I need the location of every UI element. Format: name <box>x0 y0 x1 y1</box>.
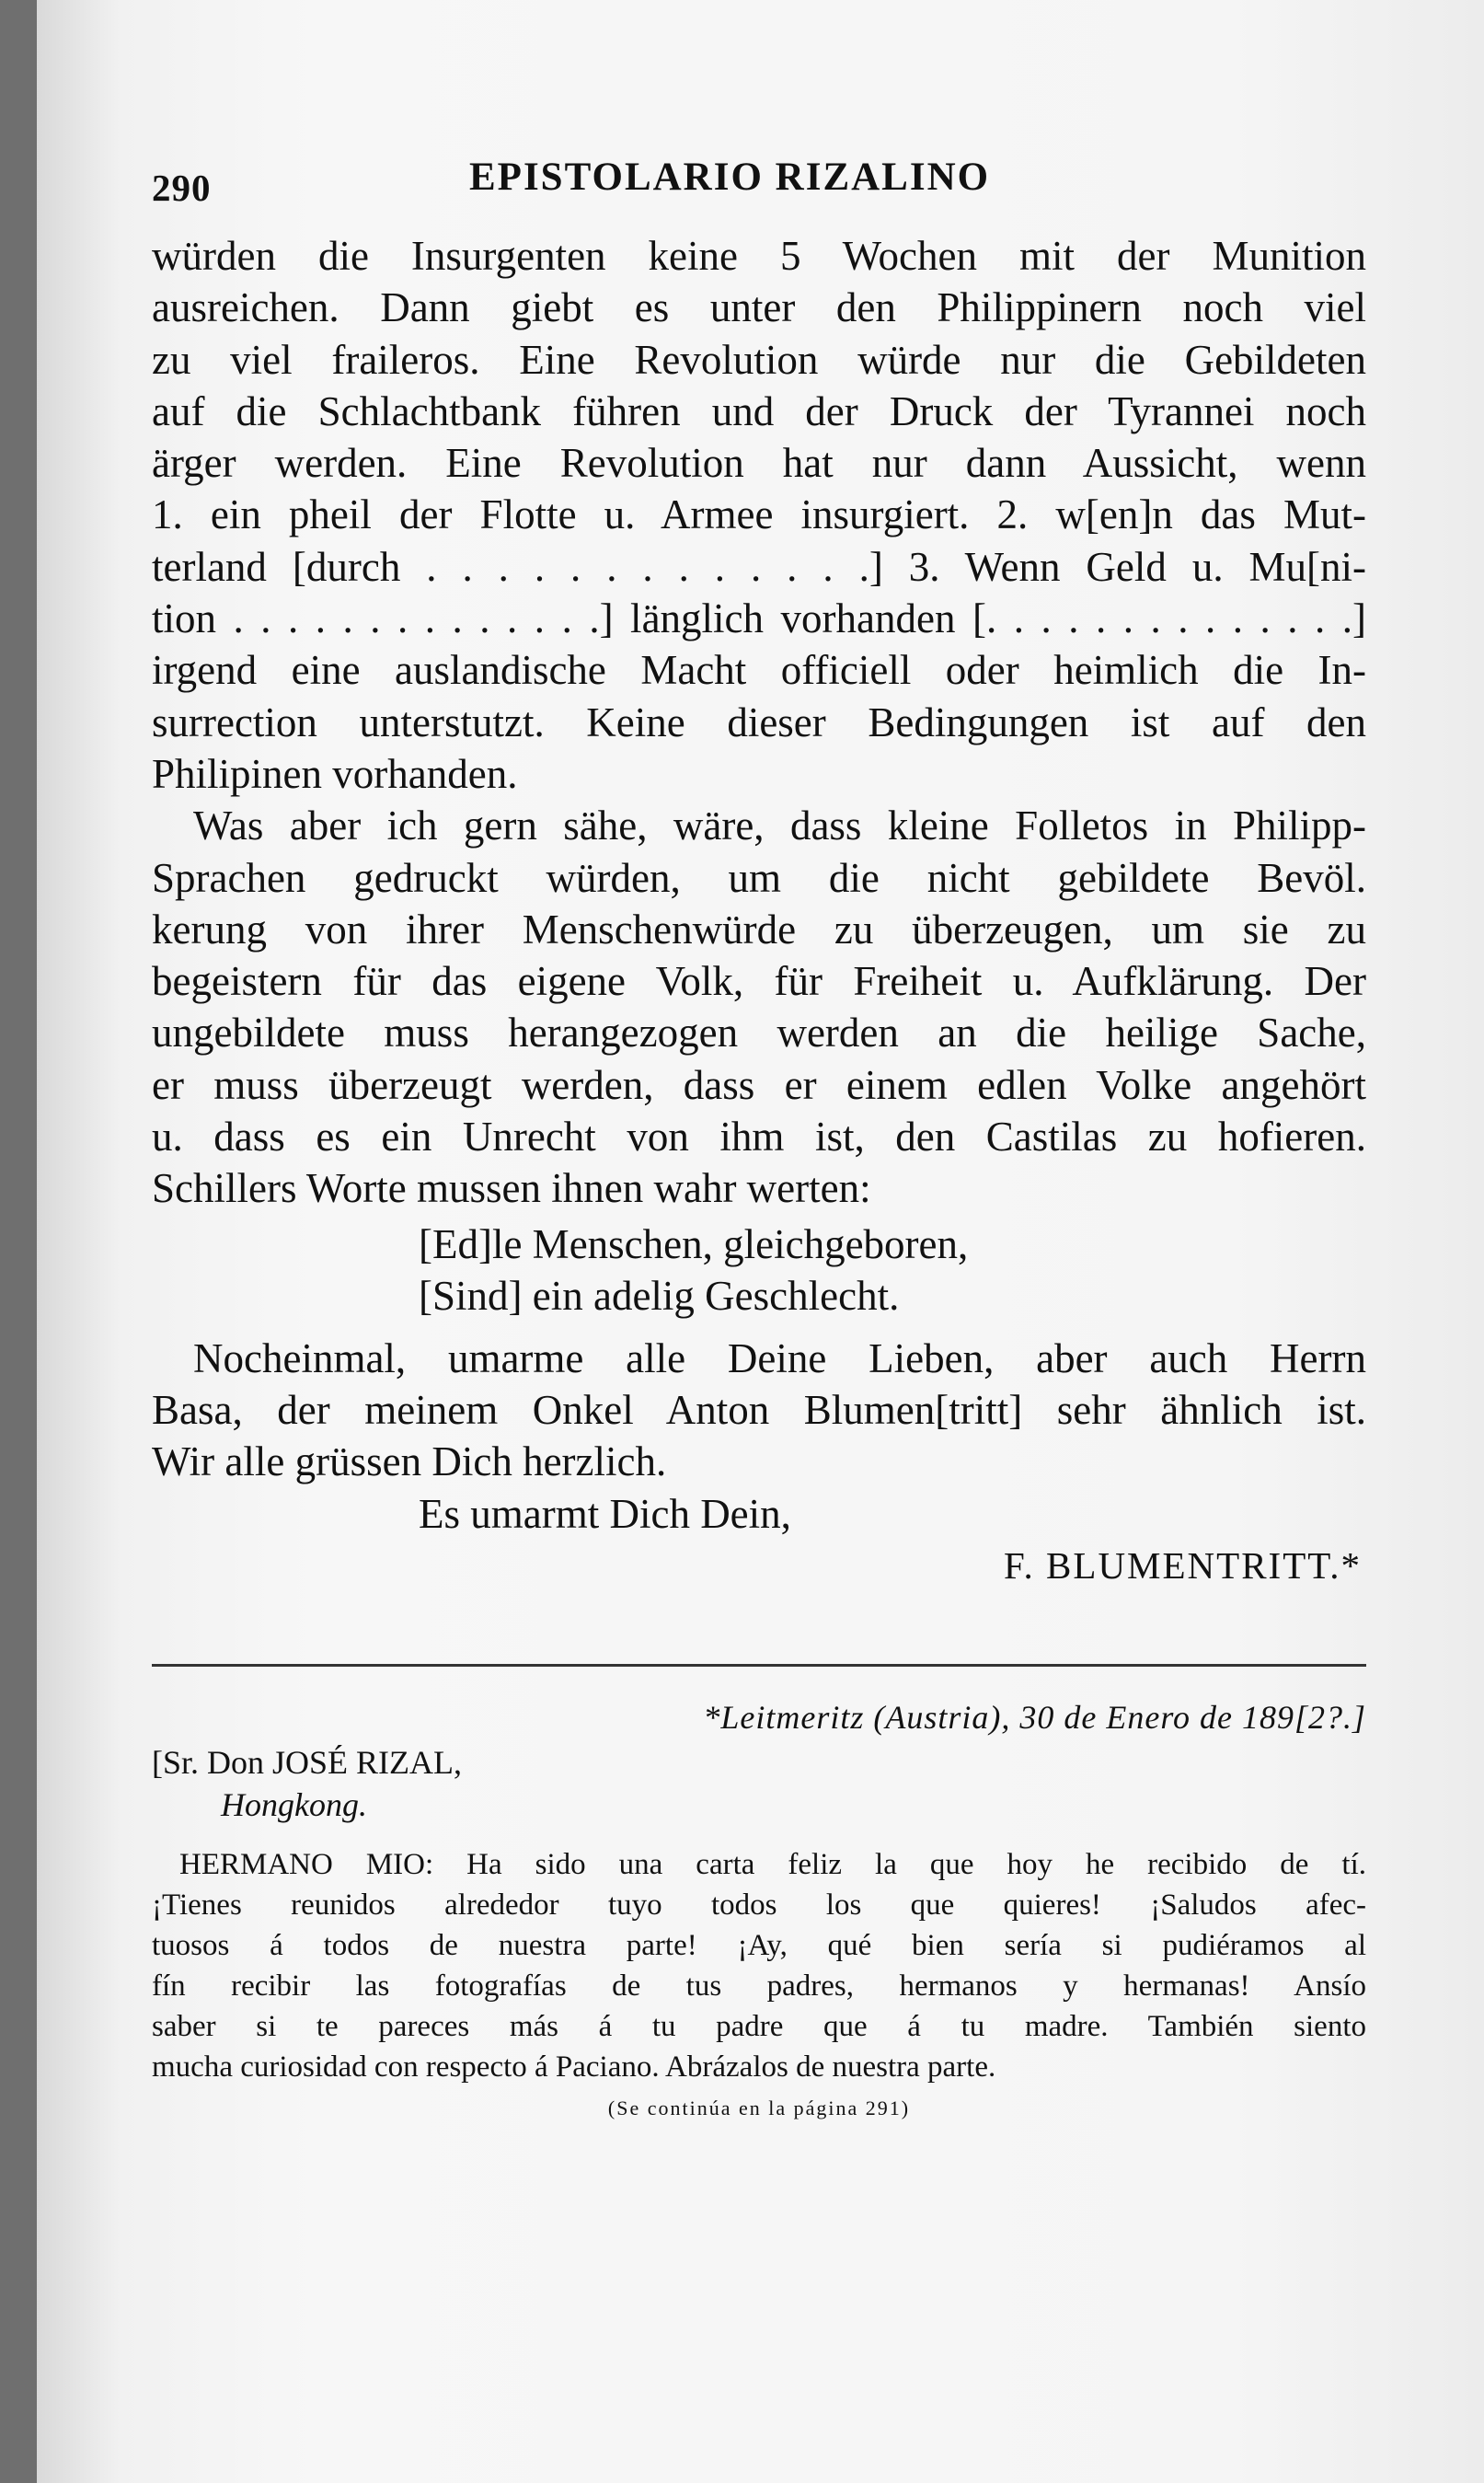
text-line: 1. ein pheil der Flotte u. Armee insurgiert. 2. w[en]n das Mut- <box>152 491 1366 538</box>
text-line: irgend eine auslandische Macht officiell oder heimlich die In- <box>152 647 1366 694</box>
text-line: würden die Insurgenten keine 5 Wochen mit der Munition <box>152 233 1366 279</box>
text-line: Sprachen gedruckt würden, um die nicht gebildete Bevöl. <box>152 854 1366 901</box>
footnote-line: saber si te pareces más á tu padre que á tu madre. También siento <box>152 2010 1366 2043</box>
text-line: Schillers Worte mussen ihnen wahr werten: <box>152 1165 871 1212</box>
text-line: ungebildete muss herangezogen werden an die heilige Sache, <box>152 1010 1366 1057</box>
text-line: ausreichen. Dann giebt es unter den Philippinern noch viel <box>152 284 1366 331</box>
text-line: Wir alle grüssen Dich herzlich. <box>152 1438 667 1485</box>
text-line: u. dass es ein Unrecht von ihm ist, den Castilas zu hofieren. <box>152 1114 1366 1161</box>
text-line: er muss überzeugt werden, dass er einem edlen Volke angehört <box>152 1061 1366 1108</box>
verse-line: [Ed]le Menschen, gleichgeboren, <box>419 1220 969 1267</box>
footnote <box>152 1693 1366 2120</box>
book-page <box>37 0 1484 2483</box>
continuation-note: (Se continúa en la página 291) <box>607 2096 911 2119</box>
text-line: surrection unterstutzt. Keine dieser Bedingungen ist auf den <box>152 699 1366 745</box>
text-line: Was aber ich gern sähe, wäre, dass kleine Folletos in Philipp- <box>193 803 1366 849</box>
paragraph-1 <box>152 230 1366 800</box>
closing-line: Es umarmt Dich Dein, <box>419 1490 791 1537</box>
footnote-line: tuosos á todos de nuestra parte! ¡Ay, qué bien sería si pudiéramos al <box>152 1929 1366 1962</box>
paragraph-3 <box>152 1333 1366 1488</box>
letter-body <box>152 230 1366 1591</box>
footnote-line: fín recibir las fotografías de tus padres, hermanos y hermanas! Ansío <box>152 1969 1366 2003</box>
verse-line: [Sind] ein adelig Geschlecht. <box>419 1272 900 1319</box>
footnote-address: [Sr. Don JOSÉ RIZAL, <box>152 1744 463 1781</box>
signature: F. BLUMENTRITT.* <box>1004 1543 1362 1587</box>
footnote-date-line: *Leitmeritz (Austria), 30 de Enero de 189[2?.] <box>703 1699 1366 1736</box>
footnote-line: ¡Tienes reunidos alrededor tuyo todos los que quieres! ¡Saludos afec- <box>152 1888 1366 1922</box>
text-line: terland [durch . . . . . . . . . . . . .] 3. Wenn Geld u. Mu[ni- <box>152 543 1366 590</box>
page-header <box>152 138 1375 209</box>
text-line: Basa, der meinem Onkel Anton Blumen[tritt] sehr ähnlich ist. <box>152 1386 1366 1433</box>
footnote-line: HERMANO MIO: Ha sido una carta feliz la que hoy he recibido de tí. <box>179 1848 1366 1881</box>
text-line: kerung von ihrer Menschenwürde zu überzeugen, um sie zu <box>152 906 1366 953</box>
footnote-city: Hongkong. <box>221 1786 367 1823</box>
page-number: 290 <box>152 167 212 209</box>
footnote-line: mucha curiosidad con respecto á Paciano. Abrázalos de nuestra parte. <box>152 2050 996 2084</box>
text-line: zu viel fraileros. Eine Revolution würde nur die Gebildeten <box>152 336 1366 383</box>
text-line: Nocheinmal, umarme alle Deine Lieben, aber auch Herrn <box>193 1334 1366 1381</box>
footnote-text <box>152 1844 1366 2087</box>
footnote-divider <box>152 1664 1366 1667</box>
verse-quote <box>152 1218 1366 1322</box>
running-title: EPISTOLARIO RIZALINO <box>469 156 991 199</box>
paragraph-2 <box>152 800 1366 1214</box>
text-line: tion . . . . . . . . . . . . . .] länglich vorhanden [. . . . . . . . . . . . . .] <box>152 595 1366 642</box>
text-line: begeistern für das eigene Volk, für Freiheit u. Aufklärung. Der <box>152 958 1366 1005</box>
text-line: ärger werden. Eine Revolution hat nur dann Aussicht, wenn <box>152 440 1366 487</box>
text-line: Philipinen vorhanden. <box>152 750 518 797</box>
text-line: auf die Schlachtbank führen und der Druck der Tyrannei noch <box>152 387 1366 434</box>
